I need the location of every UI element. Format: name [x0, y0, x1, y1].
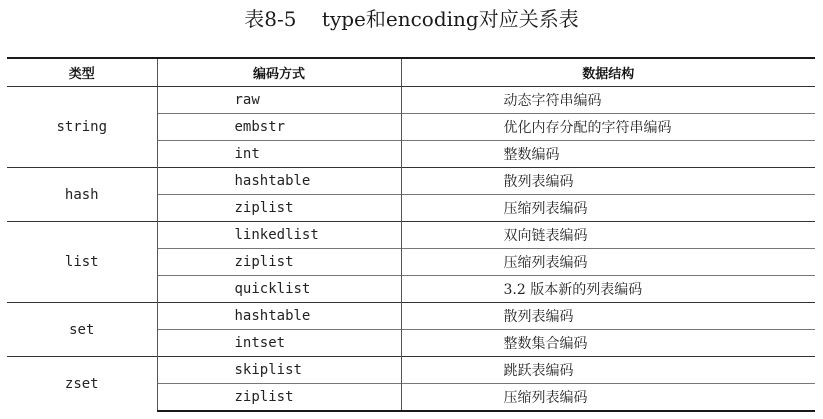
- structure-cell: 压缩列表编码: [401, 249, 815, 276]
- encoding-cell: embstr: [157, 114, 401, 141]
- structure-cell: 双向链表编码: [401, 222, 815, 249]
- structure-cell: 动态字符串编码: [401, 87, 815, 114]
- encoding-cell: ziplist: [157, 249, 401, 276]
- structure-cell: 跳跃表编码: [401, 357, 815, 384]
- encoding-cell: intset: [157, 330, 401, 357]
- table-row: [7, 87, 815, 114]
- encoding-cell: hashtable: [157, 168, 401, 195]
- structure-cell: 散列表编码: [401, 303, 815, 330]
- structure-cell: 优化内存分配的字符串编码: [401, 114, 815, 141]
- structure-cell: 3.2 版本新的列表编码: [401, 276, 815, 303]
- structure-cell: 压缩列表编码: [401, 384, 815, 412]
- encoding-cell: linkedlist: [157, 222, 401, 249]
- type-cell-string: string: [7, 87, 157, 168]
- header-type: 类型: [7, 58, 157, 87]
- type-cell-list: list: [7, 222, 157, 303]
- structure-cell: 整数集合编码: [401, 330, 815, 357]
- structure-cell: 整数编码: [401, 141, 815, 168]
- header-structure: 数据结构: [401, 58, 815, 87]
- table-row: [7, 222, 815, 249]
- type-cell-set: set: [7, 303, 157, 357]
- header-encoding: 编码方式: [157, 58, 401, 87]
- type-cell-hash: hash: [7, 168, 157, 222]
- encoding-cell: skiplist: [157, 357, 401, 384]
- structure-cell: 散列表编码: [401, 168, 815, 195]
- encoding-cell: ziplist: [157, 195, 401, 222]
- table-row: [7, 303, 815, 330]
- type-cell-zset: zset: [7, 357, 157, 412]
- table-caption: 表8-5 type和encoding对应关系表: [244, 7, 579, 31]
- structure-cell: 压缩列表编码: [401, 195, 815, 222]
- encoding-cell: quicklist: [157, 276, 401, 303]
- encoding-cell: int: [157, 141, 401, 168]
- encoding-cell: raw: [157, 87, 401, 114]
- type-encoding-table: [7, 57, 815, 412]
- encoding-cell: hashtable: [157, 303, 401, 330]
- table-row: [7, 168, 815, 195]
- table-header-row: [7, 58, 815, 87]
- encoding-cell: ziplist: [157, 384, 401, 412]
- table-row: [7, 357, 815, 384]
